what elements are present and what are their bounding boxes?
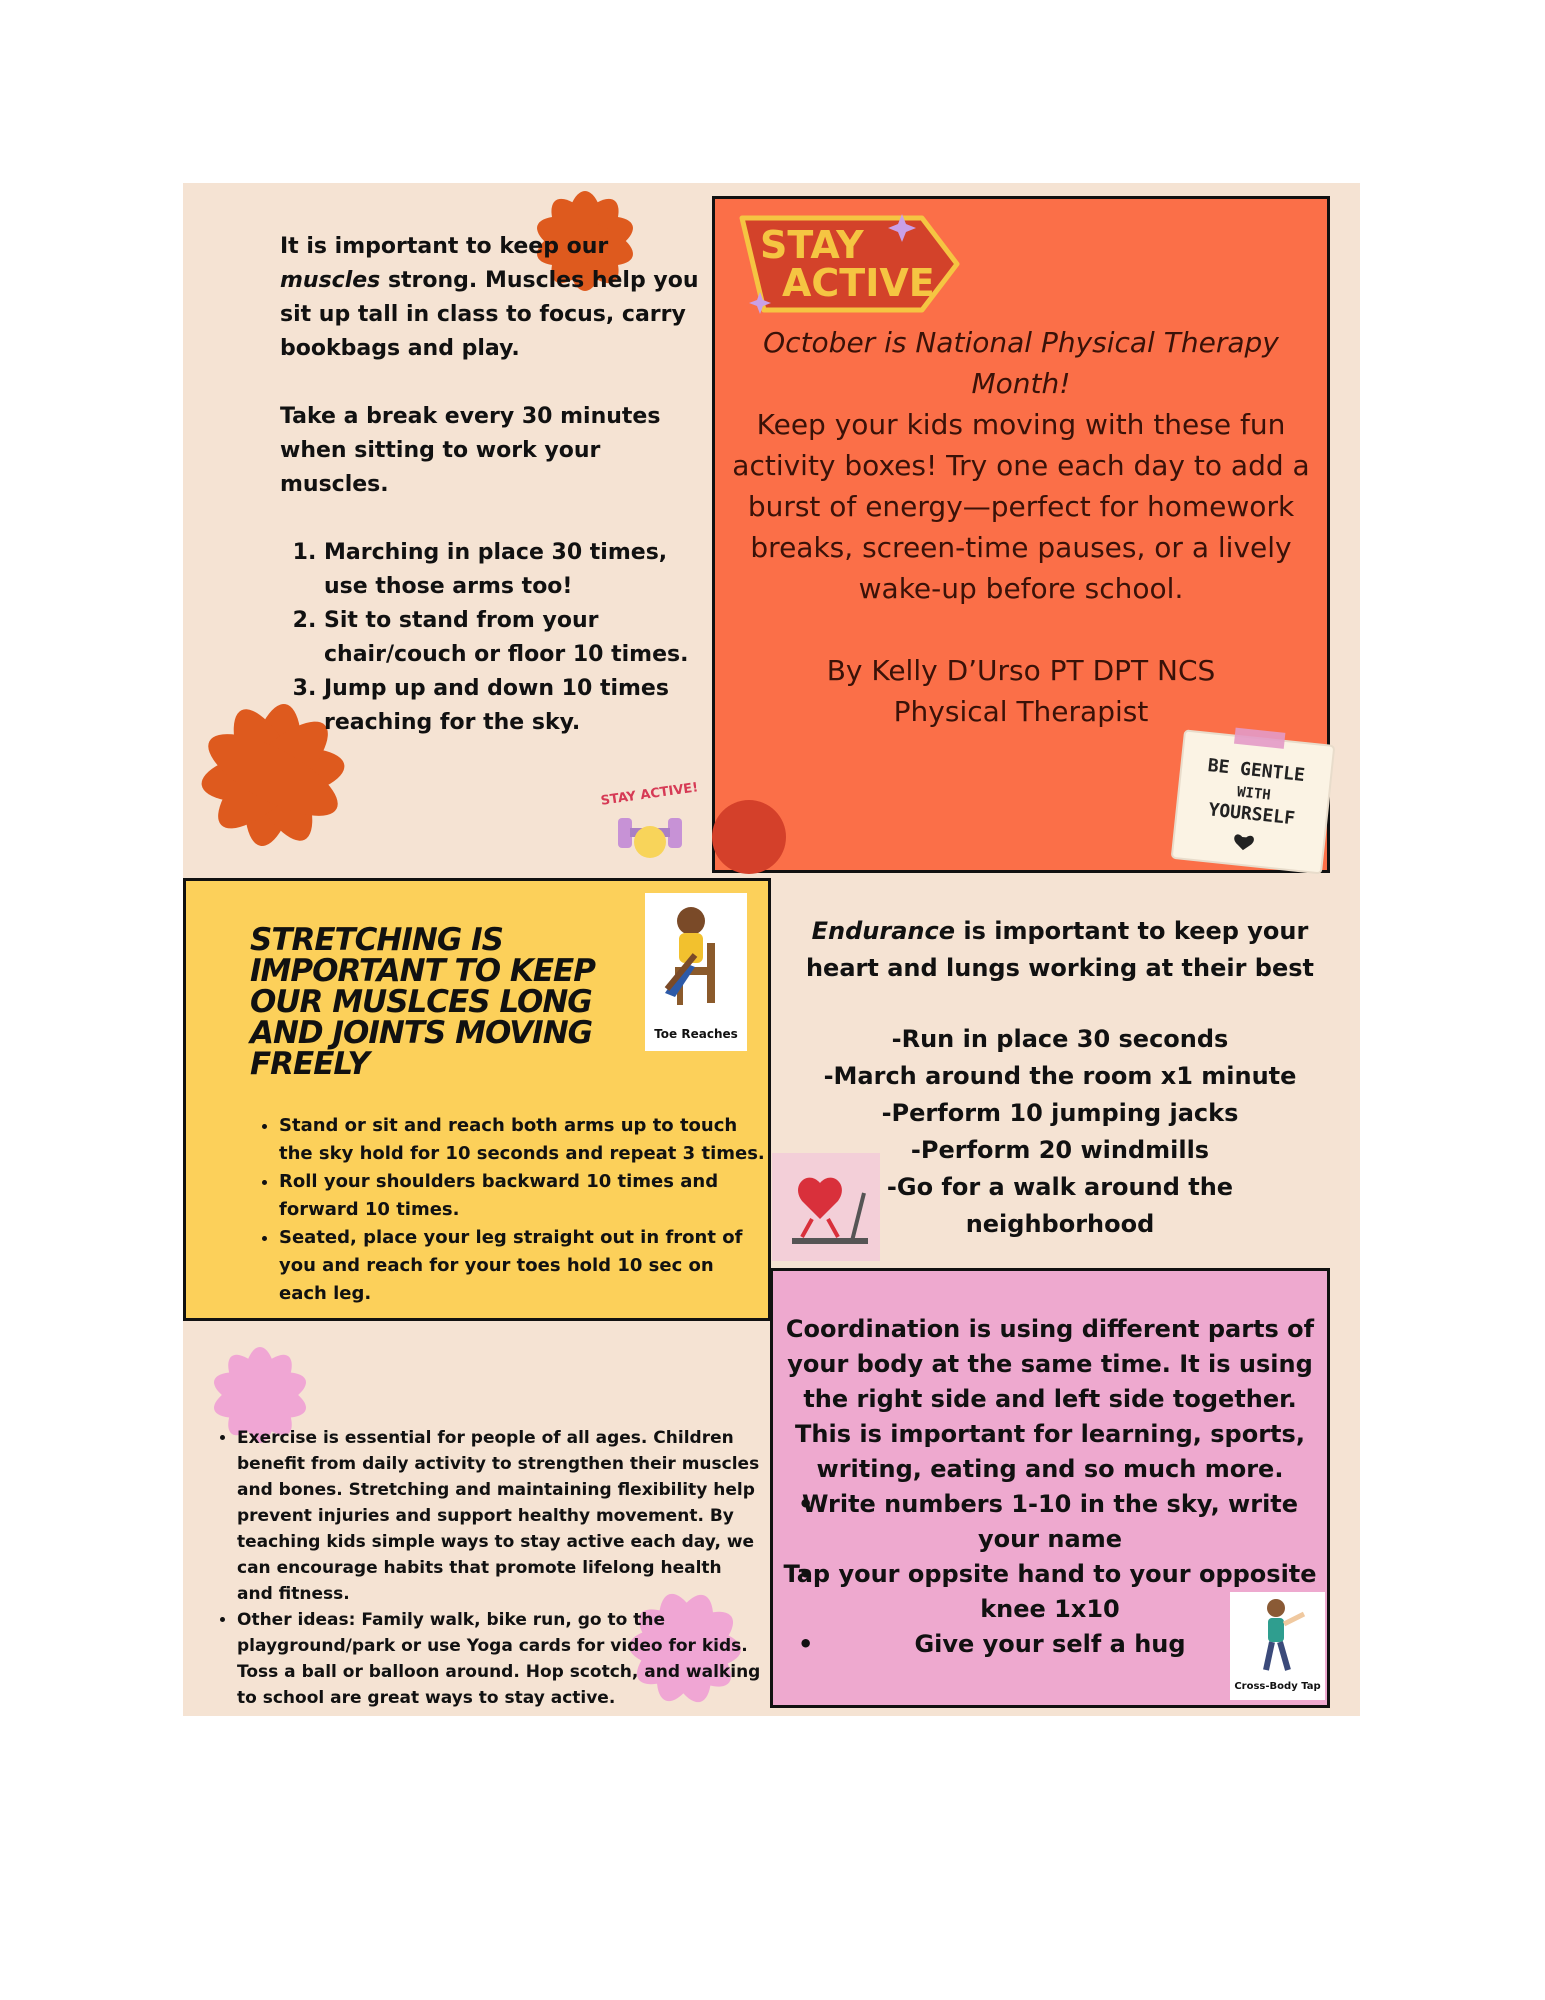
child-cross-tap-icon xyxy=(1230,1592,1325,1680)
toe-reaches-caption: Toe Reaches xyxy=(654,1027,738,1041)
list-item: -March around the room x1 minute xyxy=(823,1062,1297,1090)
list-item: • Tap your oppsite hand to your opposite knee 1x10 xyxy=(772,1557,1328,1627)
muscles-emphasis: muscles xyxy=(280,268,381,293)
child-stretching-icon xyxy=(645,893,747,1023)
sticker-text: STAY ACTIVE! xyxy=(599,780,700,809)
note-line-2: WITH xyxy=(1236,784,1272,804)
badge-line-1: STAY xyxy=(760,223,864,267)
list-item: -Go for a walk around the neighborhood xyxy=(886,1173,1234,1238)
pt-month-text xyxy=(722,322,1320,732)
note-line-1: BE GENTLE xyxy=(1206,755,1306,787)
dumbbell-sticker-icon xyxy=(599,780,700,868)
red-circle-decoration xyxy=(712,800,786,874)
note-line-3: YOURSELF xyxy=(1207,799,1296,830)
endurance-intro: Endurance is important to keep your heart and lungs working at their best xyxy=(805,917,1315,982)
intro-body: Keep your kids moving with these fun activity boxes! Try one each day to add a burst of energy—perfect for homework breaks, screen-time pauses, or a lively wake-up before school. xyxy=(732,408,1310,605)
list-item: -Perform 20 windmills xyxy=(910,1136,1210,1164)
list-item: • Roll your shoulders backward 10 times and forward 10 times. xyxy=(279,1168,765,1224)
heart-treadmill-icon xyxy=(772,1153,880,1261)
list-item: -Run in place 30 seconds xyxy=(891,1025,1229,1053)
list-item: 2. Sit to stand from your chair/couch or floor 10 times. xyxy=(324,604,700,672)
badge-line-2: ACTIVE xyxy=(782,261,935,305)
muscles-intro: It is important to keep our muscles strong. Muscles help you sit up tall in class to focus, carry bookbags and play. xyxy=(280,234,699,361)
list-item: 1. Marching in place 30 times, use those arms too! xyxy=(324,536,700,604)
list-item: • Exercise is essential for people of all ages. Children benefit from daily activity to strengthen their muscles and bones. Stretching and maintaining flexibility help prevent injuries and support healthy movement. By teaching kids simple ways to stay active each day, we can encourage habits that promote lifelong health and fitness. xyxy=(237,1425,763,1607)
cross-body-tap-caption: Cross-Body Tap xyxy=(1234,1681,1321,1692)
list-item: 3. Jump up and down 10 times reaching for the sky. xyxy=(324,672,700,740)
list-item: • Write numbers 1-10 in the sky, write your name xyxy=(772,1487,1328,1557)
stretching-list xyxy=(255,1112,765,1308)
list-item: • Other ideas: Family walk, bike run, go to the playground/park or use Yoga cards for video for kids. Toss a ball or balloon around. Hop scotch, and walking to school are great ways to stay active. xyxy=(237,1607,763,1711)
stay-active-badge xyxy=(722,200,972,320)
author-title: Physical Therapist xyxy=(893,695,1149,728)
stretching-title: STRETCHING IS IMPORTANT TO KEEP OUR MUSLCES LONG AND JOINTS MOVING FREELY xyxy=(250,922,595,1082)
muscle-steps xyxy=(280,536,700,740)
list-item: • Seated, place your leg straight out in front of you and reach for your toes hold 10 sec on each leg. xyxy=(279,1224,765,1308)
list-item: • Stand or sit and reach both arms up to touch the sky hold for 10 seconds and repeat 3 times. xyxy=(279,1112,765,1168)
break-tip: Take a break every 30 minutes when sitting to work your muscles. xyxy=(280,404,661,497)
coordination-intro: Coordination is using different parts of your body at the same time. It is using the right side and left side together. This is important for learning, sports, writing, eating and so much more. xyxy=(785,1315,1315,1483)
list-item: • Give your self a hug xyxy=(772,1627,1328,1662)
exercise-section xyxy=(213,1425,763,1711)
list-item: -Perform 10 jumping jacks xyxy=(881,1099,1239,1127)
author: By Kelly D’Urso PT DPT NCS xyxy=(826,654,1216,687)
be-gentle-note xyxy=(1168,728,1340,876)
muscles-section xyxy=(280,230,700,740)
headline: October is National Physical Therapy Month! xyxy=(763,326,1279,400)
